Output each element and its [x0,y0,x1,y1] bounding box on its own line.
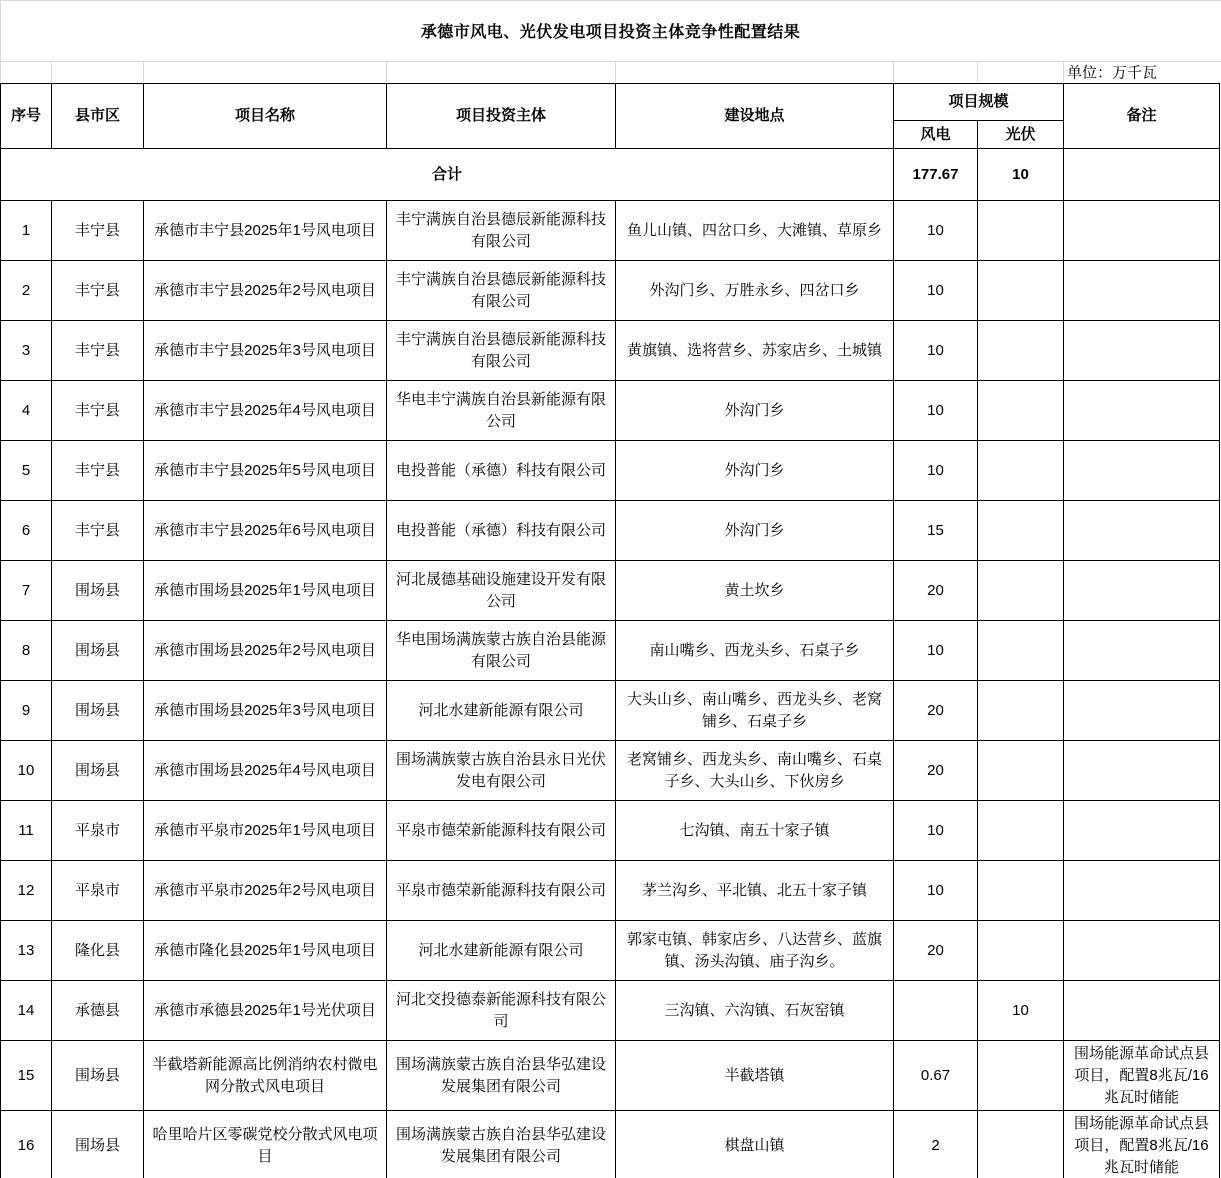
cell-project-name: 承德市围场县2025年4号风电项目 [144,741,387,801]
cell-index: 4 [1,381,52,441]
cell-investor: 丰宁满族自治县德辰新能源科技有限公司 [387,261,616,321]
cell-investor: 华电围场满族蒙古族自治县能源有限公司 [387,621,616,681]
cell-solar-scale [978,861,1064,921]
cell-project-name: 承德市围场县2025年3号风电项目 [144,681,387,741]
cell-remark [1064,201,1220,261]
cell-remark [1064,261,1220,321]
cell-wind-scale: 2 [894,1111,978,1178]
cell-wind-scale: 10 [894,261,978,321]
cell-investor: 电投普能（承德）科技有限公司 [387,501,616,561]
cell-project-name: 承德市平泉市2025年1号风电项目 [144,801,387,861]
cell-wind-scale: 10 [894,861,978,921]
table-row [1,261,1220,321]
table-row [1,861,1220,921]
cell-project-name: 承德市丰宁县2025年2号风电项目 [144,261,387,321]
cell-wind-scale: 10 [894,801,978,861]
cell-county: 围场县 [52,1041,144,1111]
cell-wind-scale: 20 [894,741,978,801]
cell-index: 15 [1,1041,52,1111]
cell-investor: 丰宁满族自治县德辰新能源科技有限公司 [387,321,616,381]
cell-index: 11 [1,801,52,861]
cell-investor: 围场满族蒙古族自治县永日光伏发电有限公司 [387,741,616,801]
cell-county: 围场县 [52,621,144,681]
cell-solar-scale [978,441,1064,501]
cell-remark [1064,981,1220,1041]
cell-project-name: 承德市丰宁县2025年5号风电项目 [144,441,387,501]
cell-county: 围场县 [52,681,144,741]
cell-location: 外沟门乡 [616,381,894,441]
cell-investor: 河北水建新能源有限公司 [387,921,616,981]
cell-solar-scale [978,801,1064,861]
unit-label: 单位：万千瓦 [1067,64,1158,82]
cell-investor: 华电丰宁满族自治县新能源有限公司 [387,381,616,441]
cell-project-name: 承德市围场县2025年1号风电项目 [144,561,387,621]
total-label: 合计 [1,149,894,201]
cell-project-name: 承德市丰宁县2025年4号风电项目 [144,381,387,441]
table-row [1,681,1220,741]
cell-county: 丰宁县 [52,501,144,561]
cell-location: 三沟镇、六沟镇、石灰窑镇 [616,981,894,1041]
cell-remark [1064,381,1220,441]
gridline [615,61,616,83]
cell-remark [1064,921,1220,981]
table-row [1,561,1220,621]
col-header-county: 县市区 [52,84,144,149]
cell-county: 围场县 [52,561,144,621]
total-row [1,149,1220,201]
cell-project-name: 承德市平泉市2025年2号风电项目 [144,861,387,921]
total-remark [1064,149,1220,201]
cell-county: 承德县 [52,981,144,1041]
cell-wind-scale: 0.67 [894,1041,978,1111]
table-row [1,1111,1220,1178]
cell-solar-scale: 10 [978,981,1064,1041]
col-header-remark: 备注 [1064,84,1220,149]
cell-location: 郭家屯镇、韩家店乡、八达营乡、蓝旗镇、汤头沟镇、庙子沟乡。 [616,921,894,981]
page-title: 承德市风电、光伏发电项目投资主体竞争性配置结果 [420,24,801,41]
cell-project-name: 承德市丰宁县2025年6号风电项目 [144,501,387,561]
cell-county: 隆化县 [52,921,144,981]
total-solar-value: 10 [978,149,1064,201]
cell-solar-scale [978,921,1064,981]
col-header-wind: 风电 [894,121,978,149]
cell-solar-scale [978,501,1064,561]
cell-remark: 围场能源革命试点县项目，配置8兆瓦/16兆瓦时储能 [1064,1041,1220,1111]
cell-remark [1064,741,1220,801]
cell-location: 老窝铺乡、西龙头乡、南山嘴乡、石桌子乡、大头山乡、下伙房乡 [616,741,894,801]
cell-project-name: 承德市围场县2025年2号风电项目 [144,621,387,681]
gridline [386,61,387,83]
cell-investor: 平泉市德荣新能源科技有限公司 [387,801,616,861]
cell-location: 大头山乡、南山嘴乡、西龙头乡、老窝铺乡、石桌子乡 [616,681,894,741]
table-row [1,801,1220,861]
cell-index: 12 [1,861,52,921]
cell-remark [1064,441,1220,501]
cell-location: 外沟门乡 [616,501,894,561]
cell-wind-scale: 10 [894,201,978,261]
cell-investor: 平泉市德荣新能源科技有限公司 [387,861,616,921]
cell-project-name: 半截塔新能源高比例消纳农村微电网分散式风电项目 [144,1041,387,1111]
header-row-1 [1,84,1220,121]
col-header-scale-group: 项目规模 [894,84,1064,121]
gridline [1063,61,1064,83]
allocation-results-table [0,83,1220,1178]
col-header-index: 序号 [1,84,52,149]
cell-project-name: 承德市丰宁县2025年3号风电项目 [144,321,387,381]
cell-solar-scale [978,741,1064,801]
cell-index: 13 [1,921,52,981]
cell-wind-scale: 20 [894,921,978,981]
cell-project-name: 承德市承德县2025年1号光伏项目 [144,981,387,1041]
cell-remark [1064,621,1220,681]
unit-band [0,61,1221,83]
cell-project-name: 承德市丰宁县2025年1号风电项目 [144,201,387,261]
cell-remark [1064,501,1220,561]
table-row [1,321,1220,381]
cell-remark [1064,801,1220,861]
gridline [977,61,978,83]
gridline [0,0,1,83]
table-row [1,741,1220,801]
cell-wind-scale: 20 [894,561,978,621]
cell-county: 丰宁县 [52,321,144,381]
gridline [0,0,1221,1]
table-row [1,381,1220,441]
total-wind-value: 177.67 [894,149,978,201]
cell-solar-scale [978,621,1064,681]
col-header-location: 建设地点 [616,84,894,149]
gridline [51,61,52,83]
cell-location: 茅兰沟乡、平北镇、北五十家子镇 [616,861,894,921]
cell-index: 9 [1,681,52,741]
cell-location: 黄土坎乡 [616,561,894,621]
cell-investor: 河北交投德泰新能源科技有限公司 [387,981,616,1041]
cell-solar-scale [978,381,1064,441]
cell-wind-scale [894,981,978,1041]
table-row [1,501,1220,561]
cell-wind-scale: 10 [894,381,978,441]
cell-index: 8 [1,621,52,681]
cell-solar-scale [978,261,1064,321]
cell-index: 14 [1,981,52,1041]
cell-wind-scale: 15 [894,501,978,561]
cell-wind-scale: 20 [894,681,978,741]
table-row [1,441,1220,501]
cell-county: 丰宁县 [52,441,144,501]
cell-remark [1064,321,1220,381]
cell-county: 丰宁县 [52,261,144,321]
cell-location: 七沟镇、南五十家子镇 [616,801,894,861]
cell-investor: 电投普能（承德）科技有限公司 [387,441,616,501]
cell-location: 外沟门乡 [616,441,894,501]
cell-index: 7 [1,561,52,621]
cell-solar-scale [978,1111,1064,1178]
cell-remark: 围场能源革命试点县项目，配置8兆瓦/16兆瓦时储能 [1064,1111,1220,1178]
gridline [143,61,144,83]
cell-location: 棋盘山镇 [616,1111,894,1178]
cell-wind-scale: 10 [894,321,978,381]
cell-solar-scale [978,1041,1064,1111]
cell-location: 南山嘴乡、西龙头乡、石桌子乡 [616,621,894,681]
cell-investor: 围场满族蒙古族自治县华弘建设发展集团有限公司 [387,1111,616,1178]
col-header-project-name: 项目名称 [144,84,387,149]
gridline [0,61,1221,62]
table-row [1,621,1220,681]
table-row [1,921,1220,981]
cell-index: 1 [1,201,52,261]
cell-location: 半截塔镇 [616,1041,894,1111]
cell-index: 6 [1,501,52,561]
cell-location: 外沟门乡、万胜永乡、四岔口乡 [616,261,894,321]
cell-investor: 河北水建新能源有限公司 [387,681,616,741]
cell-remark [1064,681,1220,741]
table-row [1,981,1220,1041]
col-header-investor: 项目投资主体 [387,84,616,149]
cell-index: 16 [1,1111,52,1178]
cell-solar-scale [978,201,1064,261]
cell-index: 10 [1,741,52,801]
cell-county: 平泉市 [52,861,144,921]
cell-index: 5 [1,441,52,501]
cell-wind-scale: 10 [894,441,978,501]
cell-project-name: 承德市隆化县2025年1号风电项目 [144,921,387,981]
cell-county: 围场县 [52,741,144,801]
cell-location: 鱼儿山镇、四岔口乡、大滩镇、草原乡 [616,201,894,261]
cell-investor: 围场满族蒙古族自治县华弘建设发展集团有限公司 [387,1041,616,1111]
cell-investor: 河北晟德基础设施建设开发有限公司 [387,561,616,621]
cell-solar-scale [978,681,1064,741]
cell-remark [1064,561,1220,621]
cell-solar-scale [978,561,1064,621]
cell-solar-scale [978,321,1064,381]
cell-investor: 丰宁满族自治县德辰新能源科技有限公司 [387,201,616,261]
cell-remark [1064,861,1220,921]
cell-location: 黄旗镇、选将营乡、苏家店乡、土城镇 [616,321,894,381]
cell-wind-scale: 10 [894,621,978,681]
cell-county: 丰宁县 [52,381,144,441]
col-header-solar: 光伏 [978,121,1064,149]
cell-county: 丰宁县 [52,201,144,261]
table-row [1,201,1220,261]
cell-index: 2 [1,261,52,321]
gridline [893,61,894,83]
cell-county: 平泉市 [52,801,144,861]
table-row [1,1041,1220,1111]
cell-index: 3 [1,321,52,381]
cell-county: 围场县 [52,1111,144,1178]
cell-project-name: 哈里哈片区零碳党校分散式风电项目 [144,1111,387,1178]
